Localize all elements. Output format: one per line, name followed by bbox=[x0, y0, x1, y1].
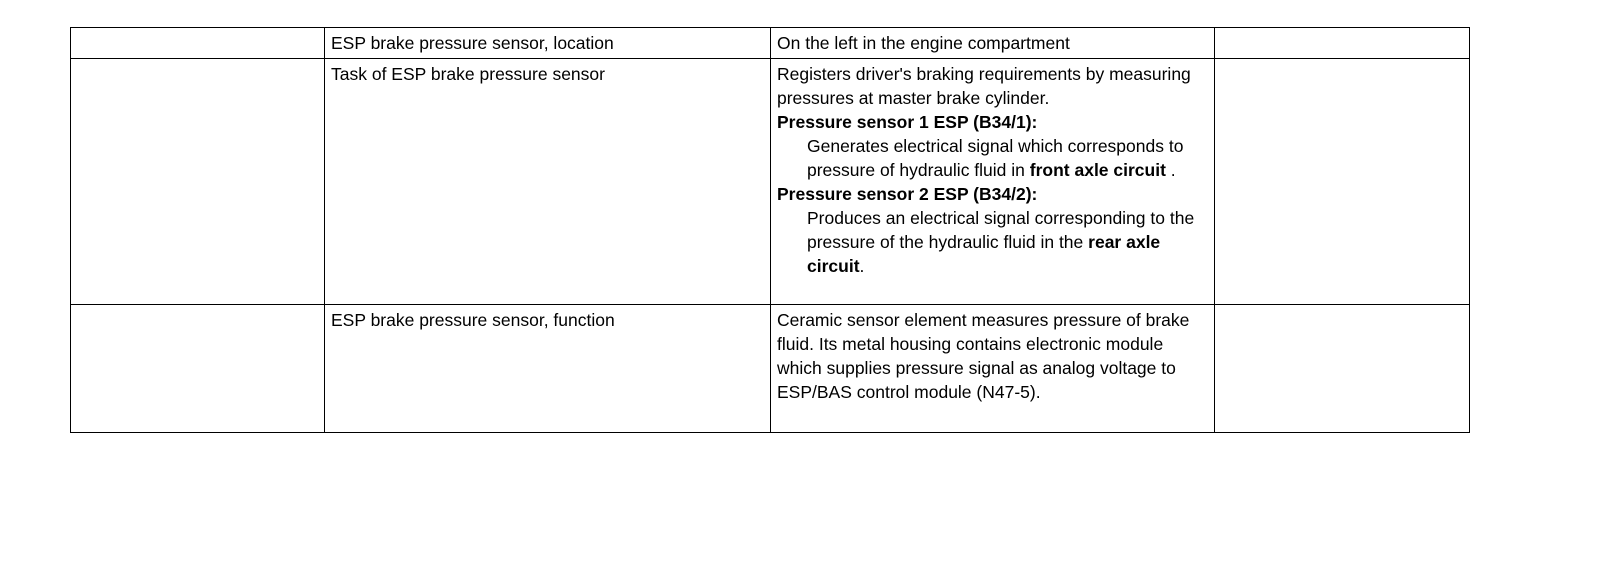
sensor-1-description bbox=[777, 134, 1208, 182]
row-label: ESP brake pressure sensor, function bbox=[325, 305, 771, 433]
sensor-1-circuit: front axle circuit bbox=[1029, 160, 1166, 180]
row-value: Ceramic sensor element measures pressure of brake fluid. Its metal housing contains electronic module which supplies pressure signal as analog voltage to ESP/BAS control module (N47-5). bbox=[771, 305, 1215, 433]
sensor-2-circuit: rear axle circuit bbox=[807, 232, 1161, 276]
sensor-2-tail: . bbox=[859, 256, 865, 276]
empty-cell bbox=[71, 28, 325, 59]
table-row bbox=[71, 28, 1470, 59]
sensor-2-heading: Pressure sensor 2 ESP (B34/2): bbox=[777, 184, 1038, 204]
sensor-2-description bbox=[777, 206, 1208, 278]
row-label: Task of ESP brake pressure sensor bbox=[325, 59, 771, 305]
sensor-2-text: Produces an electrical signal corresponding to the pressure of the hydraulic fluid in the bbox=[807, 208, 1195, 252]
empty-cell bbox=[1215, 305, 1470, 433]
table-row bbox=[71, 59, 1470, 305]
empty-cell bbox=[1215, 59, 1470, 305]
sensor-1-heading: Pressure sensor 1 ESP (B34/1): bbox=[777, 112, 1038, 132]
empty-cell bbox=[71, 59, 325, 305]
row-value: On the left in the engine compartment bbox=[771, 28, 1215, 59]
row-label: ESP brake pressure sensor, location bbox=[325, 28, 771, 59]
row-value bbox=[771, 59, 1215, 305]
info-table bbox=[70, 27, 1470, 433]
sensor-1-tail: . bbox=[1165, 160, 1176, 180]
intro-text: Registers driver's braking requirements by measuring pressures at master brake cylinder. bbox=[777, 64, 1191, 108]
table-row bbox=[71, 305, 1470, 433]
sensor-1-text: Generates electrical signal which corresponds to pressure of hydraulic fluid in bbox=[807, 136, 1184, 180]
empty-cell bbox=[71, 305, 325, 433]
empty-cell bbox=[1215, 28, 1470, 59]
